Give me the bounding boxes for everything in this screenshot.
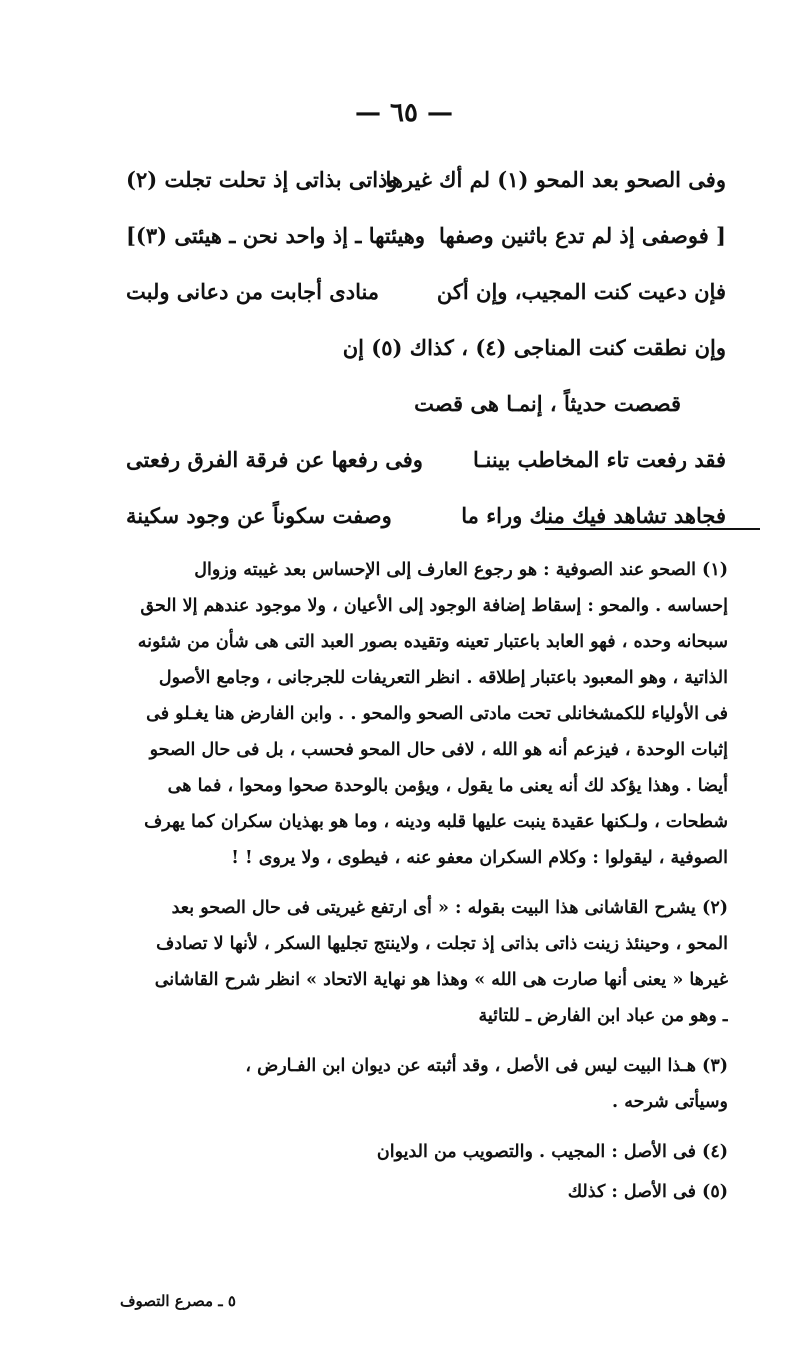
verse-1-second-hemistich: وذاتى بذاتى إذ تحلت تجلت (٢): [126, 167, 398, 192]
page-number: — ٦٥ —: [354, 98, 454, 128]
footnote-1-line: إحساسه . والمحو : إسقاط إضافة الوجود إلى الأعيان ، ولا موجود عندهم إلا الحق: [140, 596, 728, 616]
footnote-2-line: المحو ، وحينئذ زينت ذاتى بذاتى إذ تجلت ، ولاينتج تجليها السكر ، لأنها لا تصادف: [156, 934, 728, 954]
footnote-1: [80, 552, 728, 876]
verse-3: [126, 264, 726, 320]
verse-2-first-hemistich: [ فوصفى إذ لم تدع باثنين وصفها: [438, 223, 726, 248]
footnote-2-line: (٢) يشرح القاشانى هذا البيت بقوله : « أى ارتفع غيريتى فى حال الصحو بعد: [171, 898, 728, 918]
verse-5: [126, 376, 726, 432]
footnote-1-line: أيضا . وهذا يؤكد لك أنه يعنى ما يقول ، ويؤمن بالوحدة صحوا ومحوا ، فما هى: [167, 776, 728, 796]
footnote-1-line: شطحات ، ولـكنها عقيدة ينبت عليها قلبه ودينه ، وما هو بهذيان سكران كما يهرف: [144, 812, 728, 832]
footnote-1-line: الصوفية ، ليقولوا : وكلام السكران معفو عنه ، فيطوى ، ولا يروى ! !: [231, 848, 728, 868]
footnote-3: [80, 1048, 728, 1120]
footnote-3-line: وسيأتى شرحه .: [612, 1092, 728, 1112]
footnote-1-line: فى الأولياء للكمشخانلى تحت مادتى الصحو والمحو . . وابن الفارض هنا يغـلو فى: [146, 704, 728, 724]
poem-verses: [126, 152, 726, 544]
verse-1-first-hemistich: وفى الصحو بعد المحو (١) لم أك غيرها: [385, 167, 726, 192]
signature-footer: ٥ ـ مصرع التصوف: [120, 1292, 236, 1310]
verse-5-first-hemistich: قصصت حديثاً ، إنمـا هى قصت: [414, 391, 681, 416]
footnote-2: [80, 890, 728, 1034]
footnote-4-line: (٤) فى الأصل : المجيب . والتصويب من الديوان: [376, 1142, 728, 1162]
verse-1: [126, 152, 726, 208]
verse-2-second-hemistich: وهيئتها ـ إذ واحد نحن ـ هيئتى (٣)]: [126, 223, 426, 248]
verse-7: [126, 488, 726, 544]
verse-2: [126, 208, 726, 264]
verse-4-first-hemistich: وإن نطقت كنت المناجى (٤) ، كذاك (٥) إن: [342, 335, 726, 360]
footnote-1-line: إثبات الوحدة ، فيزعم أنه هو الله ، لافى حال المحو فحسب ، بل فى حال الصحو: [149, 740, 728, 760]
footnote-separator: [545, 528, 760, 530]
footnote-1-line: سبحانه وحده ، فهو العابد باعتبار تعينه وتقيده بصور العبد التى هى شأن من شئونه: [137, 632, 728, 652]
footnote-1-line: الذاتية ، وهو المعبود باعتبار إطلاقه . انظر التعريفات للجرجانى ، وجامع الأصول: [158, 668, 728, 688]
footnote-4: [80, 1134, 728, 1170]
verse-4: [126, 320, 726, 376]
verse-7-second-hemistich: وصفت سكوناً عن وجود سكينة: [126, 503, 392, 528]
verse-6: [126, 432, 726, 488]
footnote-2-line: ـ وهو من عباد ابن الفارض ـ للتائية: [478, 1006, 728, 1026]
verse-7-first-hemistich: فجاهد تشاهد فيك منك وراء ما: [461, 503, 726, 528]
verse-3-first-hemistich: فإن دعيت كنت المجيب، وإن أكن: [436, 279, 726, 304]
footnote-1-line: (١) الصحو عند الصوفية : هو رجوع العارف إلى الإحساس بعد غيبته وزوال: [194, 560, 728, 580]
verse-6-first-hemistich: فقد رفعت تاء المخاطب بيننـا: [472, 447, 726, 472]
footnote-5: [80, 1174, 728, 1210]
footnote-3-line: (٣) هـذا البيت ليس فى الأصل ، وقد أثبته عن ديوان ابن الفـارض ،: [245, 1056, 728, 1076]
verse-6-second-hemistich: وفى رفعها عن فرقة الفرق رفعتى: [126, 447, 423, 472]
verse-3-second-hemistich: منادى أجابت من دعانى ولبت: [126, 279, 380, 304]
footnote-2-line: غيرها « يعنى أنها صارت هى الله » وهذا هو نهاية الاتحاد » انظر شرح القاشانى: [154, 970, 728, 990]
footnotes: [80, 552, 728, 1214]
footnote-5-line: (٥) فى الأصل : كذلك: [567, 1182, 728, 1202]
